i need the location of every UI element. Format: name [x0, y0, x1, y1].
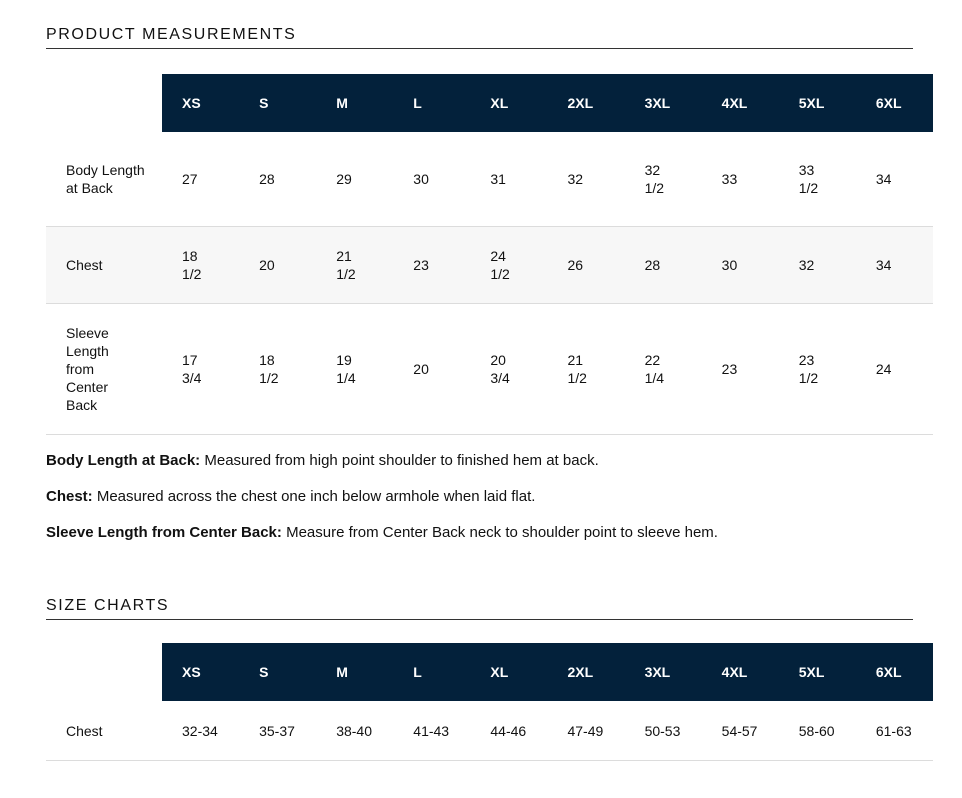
size-header-5xl: 5XL: [779, 74, 856, 132]
size-header-l: L: [393, 643, 470, 701]
table-cell: 31: [470, 132, 547, 227]
table-cell: 32: [547, 132, 624, 227]
table-cell: 35-37: [239, 701, 316, 761]
table-cell: 61-63: [856, 701, 933, 761]
size-charts-table: [46, 643, 933, 761]
note-term: Sleeve Length from Center Back:: [46, 524, 282, 541]
table-row: [46, 304, 933, 435]
size-header-m: M: [316, 643, 393, 701]
size-header-3xl: 3XL: [625, 643, 702, 701]
table-cell: 30: [393, 132, 470, 227]
size-header-xl: XL: [470, 74, 547, 132]
table-cell: 50-53: [625, 701, 702, 761]
row-label-chest: Chest: [46, 227, 162, 304]
header-blank-cell: [46, 74, 162, 132]
size-header-s: S: [239, 643, 316, 701]
size-header-s: S: [239, 74, 316, 132]
size-header-6xl: 6XL: [856, 74, 933, 132]
size-header-m: M: [316, 74, 393, 132]
table-cell: 34: [856, 227, 933, 304]
table-cell: 33: [702, 132, 779, 227]
table-cell: 18 1/2: [239, 304, 316, 435]
table-cell: 47-49: [547, 701, 624, 761]
table-cell: 23: [702, 304, 779, 435]
row-label-body-length: Body Length at Back: [46, 132, 162, 227]
table-cell: 19 1/4: [316, 304, 393, 435]
table-cell: 23 1/2: [779, 304, 856, 435]
size-header-row: [46, 643, 933, 701]
table-cell: 24: [856, 304, 933, 435]
size-header-2xl: 2XL: [547, 74, 624, 132]
table-cell: 20: [239, 227, 316, 304]
size-header-l: L: [393, 74, 470, 132]
measurement-notes: [46, 452, 926, 560]
product-measurements-table: [46, 74, 933, 435]
table-cell: 22 1/4: [625, 304, 702, 435]
size-header-row: [46, 74, 933, 132]
table-cell: 32 1/2: [625, 132, 702, 227]
table-cell: 33 1/2: [779, 132, 856, 227]
table-cell: 32: [779, 227, 856, 304]
table-cell: 18 1/2: [162, 227, 239, 304]
size-header-2xl: 2XL: [547, 643, 624, 701]
table-cell: 32-34: [162, 701, 239, 761]
size-header-xs: XS: [162, 74, 239, 132]
size-header-5xl: 5XL: [779, 643, 856, 701]
size-header-4xl: 4XL: [702, 74, 779, 132]
table-row: [46, 701, 933, 761]
header-blank-cell: [46, 643, 162, 701]
note-sleeve-length: [46, 524, 926, 542]
row-label-sleeve-length: Sleeve Length from Center Back: [46, 304, 162, 435]
table-cell: 41-43: [393, 701, 470, 761]
table-cell: 44-46: [470, 701, 547, 761]
table-row: [46, 227, 933, 304]
row-label-chest: Chest: [46, 701, 162, 761]
table-cell: 29: [316, 132, 393, 227]
table-cell: 20 3/4: [470, 304, 547, 435]
table-cell: 17 3/4: [162, 304, 239, 435]
size-header-xl: XL: [470, 643, 547, 701]
note-text: Measured across the chest one inch below armhole when laid flat.: [92, 488, 536, 505]
table-cell: 30: [702, 227, 779, 304]
size-header-3xl: 3XL: [625, 74, 702, 132]
table-cell: 58-60: [779, 701, 856, 761]
note-body-length: [46, 452, 926, 470]
table-cell: 26: [547, 227, 624, 304]
size-header-6xl: 6XL: [856, 643, 933, 701]
size-charts-title: SIZE CHARTS: [46, 597, 913, 620]
table-cell: 38-40: [316, 701, 393, 761]
table-cell: 34: [856, 132, 933, 227]
table-cell: 28: [625, 227, 702, 304]
table-cell: 21 1/2: [316, 227, 393, 304]
note-chest: [46, 488, 926, 506]
table-cell: 21 1/2: [547, 304, 624, 435]
size-header-4xl: 4XL: [702, 643, 779, 701]
note-text: Measure from Center Back neck to shoulder point to sleeve hem.: [281, 524, 718, 541]
table-cell: 24 1/2: [470, 227, 547, 304]
table-cell: 23: [393, 227, 470, 304]
size-header-xs: XS: [162, 643, 239, 701]
table-cell: 28: [239, 132, 316, 227]
table-cell: 54-57: [702, 701, 779, 761]
table-row: [46, 132, 933, 227]
table-cell: 27: [162, 132, 239, 227]
note-term: Chest:: [46, 488, 93, 505]
note-term: Body Length at Back:: [46, 452, 201, 469]
table-cell: 20: [393, 304, 470, 435]
note-text: Measured from high point shoulder to finished hem at back.: [200, 452, 599, 469]
product-measurements-title: PRODUCT MEASUREMENTS: [46, 26, 913, 49]
